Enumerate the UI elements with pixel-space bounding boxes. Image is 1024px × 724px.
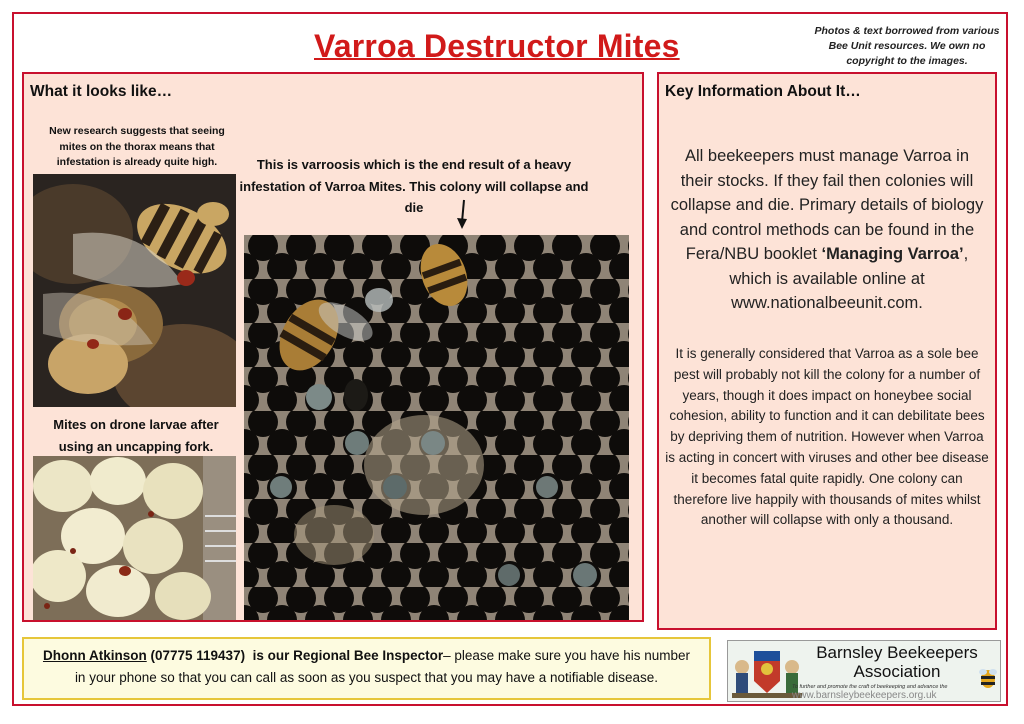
varroosis-note: This is varroosis which is the end result of a heavy infestation of Varroa Mites. This colony will collapse and die <box>239 157 589 215</box>
inspector-footer <box>22 637 711 700</box>
drone-larvae-photo <box>33 456 236 620</box>
inspector-name: Dhonn Atkinson <box>42 648 147 663</box>
page-title: Varroa Destructor Mites <box>314 28 680 64</box>
booklet-title: ‘Managing Varroa’ <box>821 245 964 263</box>
bee-icon <box>978 667 998 689</box>
appearance-panel <box>22 72 644 622</box>
inspector-role: is our Regional Bee Inspector <box>252 648 444 663</box>
drone-larvae-note: Mites on drone larvae after using an uncapping fork. <box>53 417 219 454</box>
key-info-heading: Key Information About It… <box>665 83 861 100</box>
copyright-credit: Photos & text borrowed from various Bee Unit resources. We own no copyright to the images. <box>814 25 1000 67</box>
association-tagline: To further and promote the craft of beekeeping and advance the <box>792 684 948 690</box>
key-info-panel <box>657 72 997 630</box>
key-info-detail-text: It is generally considered that Varroa as a sole bee pest will probably not kill the colony for a number of years, though it does impact on honeybee social cohesion, ability to function and it can debilitate bees by depriving them of nutrition. However when Varroa is acting in concert with viruses and other bee disease it becomes fatal quite rapidly. One colony can therefore live happily with thousands of mites whilst another will collapse with only a thousand. <box>665 346 989 528</box>
key-info-main-text-1: All beekeepers must manage Varroa in their stocks. If they fail then colonies will collapse and die. Primary details of biology and control methods can be found in the Fera/NBU booklet <box>670 147 984 263</box>
varroosis-comb-photo <box>244 235 629 620</box>
inspector-message-1: – please make sure you have his number <box>443 648 691 663</box>
association-logo <box>727 640 1001 702</box>
key-info-main-text-2: , which is available online at www.nationalbeeunit.com. <box>729 245 969 312</box>
inspector-phone: (07775 119437) <box>150 648 246 663</box>
association-name-line2: Association <box>853 662 941 681</box>
bee-thorax-photo <box>33 174 236 407</box>
association-website[interactable]: www.barnsleybeekeepers.org.uk <box>792 690 937 701</box>
thorax-note: New research suggests that seeing mites on the thorax means that infestation is already quite high. <box>49 125 225 168</box>
key-info-main-text <box>667 144 987 316</box>
inspector-message-2: in your phone so that you can call as soon as you suspect that you may have a notifiable disease. <box>74 670 659 685</box>
appearance-heading: What it looks like… <box>30 83 173 100</box>
arrow-down-icon <box>456 198 470 230</box>
association-name-line1: Barnsley Beekeepers <box>816 643 978 662</box>
